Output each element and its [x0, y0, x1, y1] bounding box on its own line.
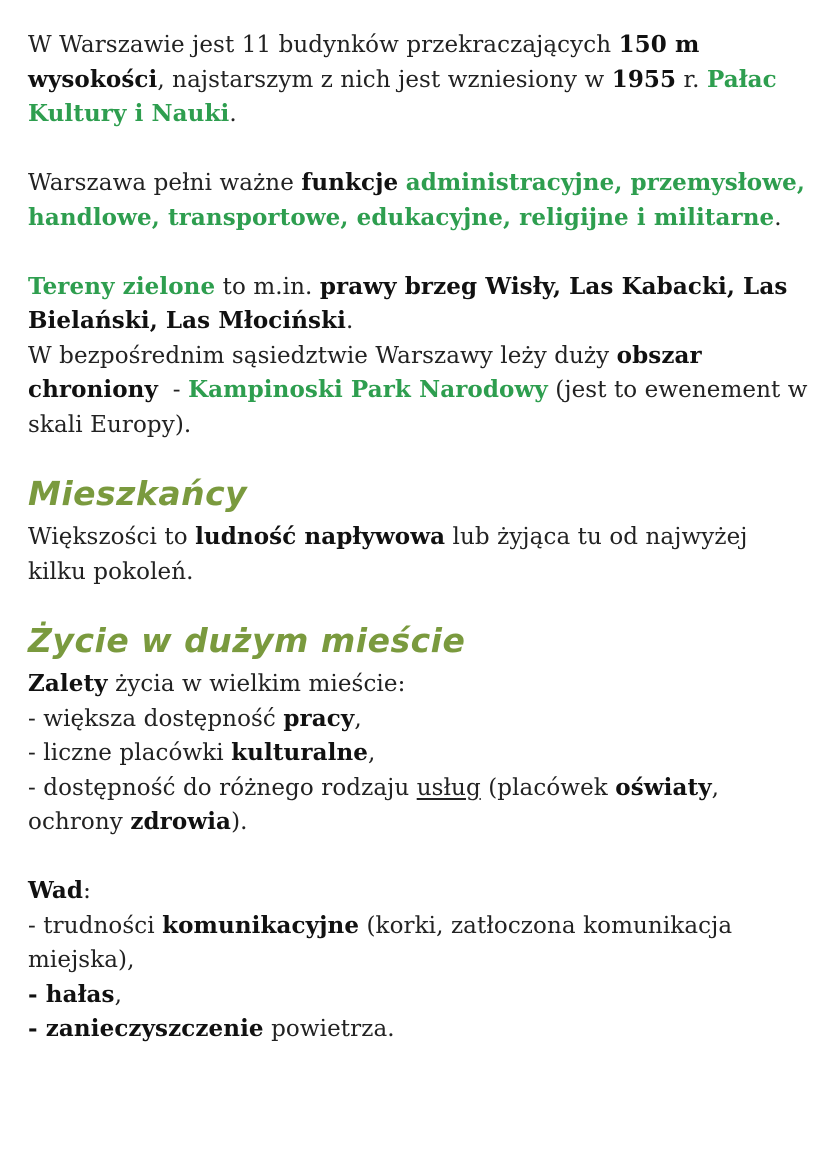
advantages-section: [28, 667, 808, 840]
list-item: [28, 1012, 808, 1047]
text: , najstarszym z nich jest wzniesiony w: [157, 66, 612, 93]
underlined-services: usług: [416, 774, 481, 801]
text: ,: [354, 705, 362, 732]
bold-cultural: kulturalne: [231, 739, 368, 766]
highlight-kampinos: Kampinoski Park Narodowy: [188, 376, 548, 403]
bold-advantages: Zalety: [28, 670, 108, 697]
bold-migrants: ludność napływowa: [195, 523, 446, 550]
text: - trudności: [28, 912, 163, 939]
text: (korki, zatłoczona komunikacja miejska),: [28, 912, 733, 973]
bold-education: oświaty: [615, 773, 712, 801]
text: powietrza.: [263, 1016, 395, 1042]
text: (jest to ewenement w skali Europy).: [28, 377, 808, 438]
text: .: [229, 101, 237, 127]
list-item: [28, 702, 808, 737]
document-page: [28, 28, 808, 1047]
highlight-palace: Pałac Kultury i Nauki: [28, 65, 777, 127]
paragraph-green-areas: [28, 270, 808, 339]
disadvantages-section: [28, 874, 808, 1047]
text: r.: [676, 66, 707, 93]
advantages-title: [28, 667, 808, 702]
heading-city-life: Życie w dużym mieście: [28, 621, 466, 660]
bullet: -: [28, 1015, 46, 1042]
paragraph-buildings: [28, 28, 808, 132]
disadvantages-title: [28, 874, 808, 909]
text: - liczne placówki: [28, 740, 232, 766]
text: W Warszawie jest 11 budynków przekraczających: [28, 32, 619, 58]
text: W bezpośrednim sąsiedztwie Warszawy leży duży: [28, 342, 617, 369]
bold-pollution: zanieczyszczenie: [45, 1015, 264, 1042]
text: Większości to: [28, 524, 196, 550]
bold-noise: hałas: [45, 980, 115, 1008]
list-item: [28, 736, 808, 771]
text: , ochrony: [28, 774, 720, 835]
paragraph-functions: [28, 166, 808, 235]
text: ,: [368, 740, 376, 766]
text: - większa dostępność: [28, 705, 284, 732]
text: [398, 170, 405, 196]
list-item: [28, 978, 808, 1013]
bold-height: 150 m wysokości: [28, 31, 700, 93]
text: (placówek: [480, 774, 616, 801]
paragraph-residents: [28, 520, 808, 589]
text: .: [345, 308, 354, 334]
text: .: [774, 204, 782, 231]
list-item: [28, 771, 808, 840]
bold-protected-area: obszar chroniony: [28, 341, 702, 403]
text: Warszawa pełni ważne: [28, 170, 302, 196]
bold-year: 1955: [611, 65, 677, 93]
bold-communication: komunikacyjne: [162, 911, 360, 939]
heading-residents: Mieszkańcy: [28, 474, 248, 513]
text: - dostępność do różnego rodzaju: [28, 774, 417, 801]
text: ).: [231, 809, 248, 835]
text: :: [83, 878, 91, 904]
bold-green-areas-list: prawy brzeg Wisły, Las Kabacki, Las Bielański, Las Młociński: [28, 272, 788, 334]
list-item: [28, 909, 808, 978]
text: ,: [114, 981, 123, 1008]
bullet: -: [28, 980, 46, 1008]
bold-work: pracy: [283, 704, 355, 732]
text: -: [157, 377, 189, 403]
text: to m.in.: [215, 273, 320, 300]
bold-functions: funkcje: [301, 169, 399, 196]
highlight-functions-list: administracyjne, przemysłowe, handlowe, transportowe, edukacyjne, religijne i militarne: [28, 169, 805, 231]
bold-disadvantages: Wad: [28, 877, 84, 904]
paragraph-protected-area: [28, 339, 808, 443]
text: życia w wielkim mieście:: [107, 671, 406, 697]
text: lub żyjąca tu od najwyżej kilku pokoleń.: [28, 524, 748, 585]
bold-health: zdrowia: [130, 808, 232, 835]
highlight-green-areas: Tereny zielone: [28, 272, 216, 300]
